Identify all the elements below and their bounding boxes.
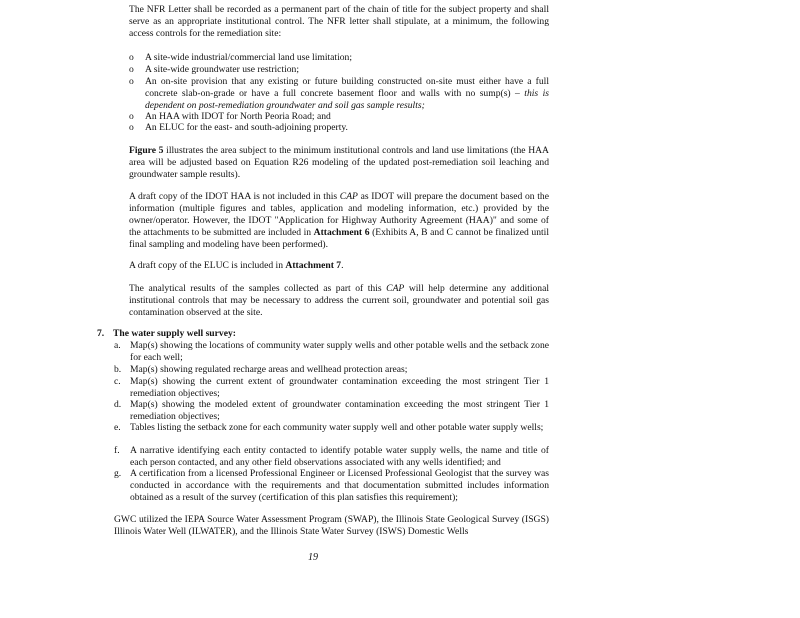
bullet-text: An HAA with IDOT for North Peoria Road; and [145,111,331,122]
list-text: Map(s) showing the locations of community water supply wells and other potable wells and the setback zone for each well; [130,340,549,364]
section-number: 7. [97,328,105,339]
bullet-marker: o [129,52,134,63]
haa-paragraph: A draft copy of the IDOT HAA is not included in this CAP as IDOT will prepare the document based on the information (multiple figures and tables, application and modeling information, etc.) provided by the owner/operator. However, the IDOT "Application for Highway Authority Agreement (HAA)" and some of the attachments to be submitted are included in Attachment 6 (Exhibits A, B and C cannot be finalized until final sampling and modeling have been performed). [129,191,549,251]
list-marker: c. [114,376,121,387]
closing-paragraph: GWC utilized the IEPA Source Water Assessment Program (SWAP), the Illinois State Geological Survey (ISGS) Illinois Water Well (ILWATER), and the Illinois State Water Survey (ISWS) Domestic Wells [114,514,549,538]
list-text: Tables listing the setback zone for each community water supply well and other potable water supply wells; [130,422,544,433]
attachment-reference: Attachment 7 [285,260,342,271]
list-marker: e. [114,422,121,433]
figure-reference: Figure 5 [129,145,164,156]
bullet-text: A site-wide industrial/commercial land use limitation; [145,52,353,63]
list-text: Map(s) showing the modeled extent of groundwater contamination exceeding the most stringent Tier 1 remediation objectives; [130,399,549,423]
list-marker: d. [114,399,122,410]
list-text: A narrative identifying each entity contacted to identify potable water supply wells, the name and title of each person contacted, and any other field observations associated with any wells identified; and [130,445,549,469]
intro-paragraph: The NFR Letter shall be recorded as a permanent part of the chain of title for the subject property and shall serve as an appropriate institutional control. The NFR letter shall stipulate, at a minimum, the following access controls for the remediation site: [129,4,549,40]
eluc-paragraph: A draft copy of the ELUC is included in Attachment 7. [129,260,344,271]
attachment-reference: Attachment 6 [313,227,370,239]
bullet-marker: o [129,76,134,87]
bullet-marker: o [129,111,134,122]
bullet-text: An on-site provision that any existing or future building constructed on-site must either have a full concrete slab-on-grade or have a full concrete basement floor and walls with no sump(s) – [145,76,549,100]
figure-paragraph: Figure 5 illustrates the area subject to the minimum institutional controls and land use limitations (the HAA area will be adjusted based on Equation R26 modeling of the updated post-remediation soil leaching and groundwater sample results). [129,145,549,181]
bullet-italic-note: this is dependent on post-remediation groundwater and soil gas sample results; [145,88,549,112]
list-text: Map(s) showing the current extent of groundwater contamination exceeding the most stringent Tier 1 remediation objectives; [130,376,549,400]
list-marker: b. [114,364,122,375]
bullet-marker: o [129,64,134,75]
bullet-text: An ELUC for the east- and south-adjoining property. [145,122,348,133]
section-heading [97,328,236,340]
page-number: 19 [308,552,318,563]
section-title: The water supply well survey: [113,328,236,339]
list-marker: a. [114,340,121,351]
list-text: A certification from a licensed Professional Engineer or Licensed Professional Geologist that the survey was conducted in accordance with the requirements and that documentation submitted includes information obtained as a result of the survey (certification of this plan satisfies this requirement); [130,468,549,504]
results-paragraph: The analytical results of the samples collected as part of this CAP will help determine any additional institutional controls that may be necessary to address the current soil, groundwater and potential soil gas contamination observed at the site. [129,283,549,319]
bullet-marker: o [129,122,134,133]
list-text: Map(s) showing regulated recharge areas and wellhead protection areas; [130,364,408,375]
list-marker: g. [114,468,122,479]
bullet-text: A site-wide groundwater use restriction; [145,64,299,75]
list-marker: f. [114,445,120,456]
